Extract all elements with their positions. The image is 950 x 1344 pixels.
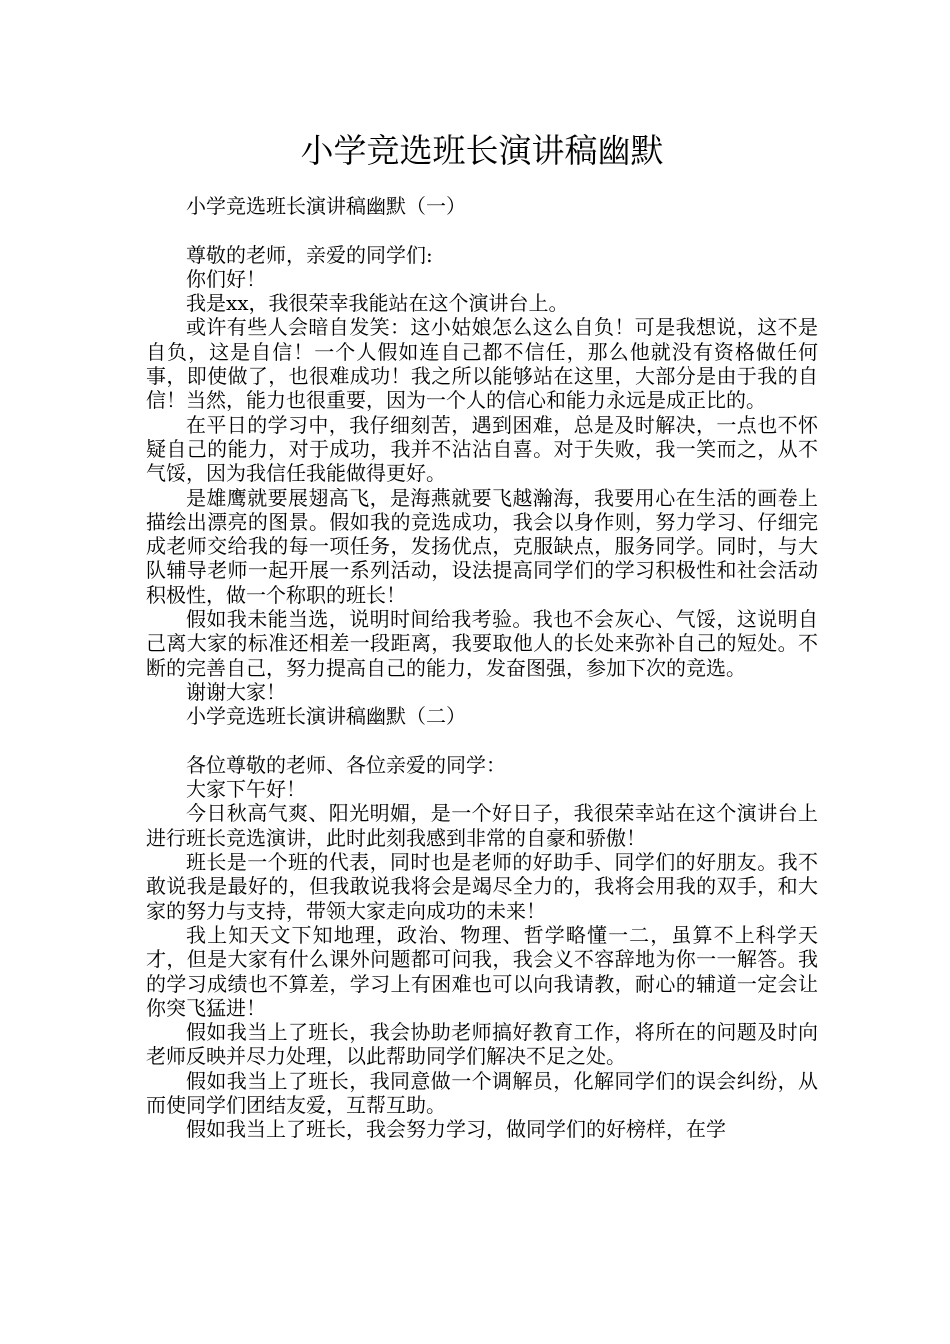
- section-heading: 小学竞选班长演讲稿幽默（一）: [186, 194, 466, 218]
- paragraph: 是雄鹰就要展翅高飞，是海燕就要飞越瀚海，我要用心在生活的画卷上描绘出漂亮的图景。假如我的竞选成功，我会以身作则，努力学习、仔细完成老师交给我的每一项任务，发扬优点，克服缺点，服务同学。同时，与大队辅导老师一起开展一系列活动，设法提高同学们的学习积极性和社会活动积极性，做一个称职的班长！: [146, 485, 818, 607]
- paragraph: 假如我当上了班长，我会努力学习，做同学们的好榜样，在学: [186, 1117, 726, 1142]
- blank-line: [146, 218, 818, 242]
- paragraph: 或许有些人会暗自发笑：这小姑娘怎么这么自负！可是我想说，这不是自负，这是自信！一个人假如连自己都不信任，那么他就没有资格做任何事，即使做了，也很难成功！我之所以能够站在这里，大部分是由于我的自信！当然，能力也很重要，因为一个人的信心和能力永远是成正比的。: [146, 315, 818, 413]
- paragraph: 大家下午好！: [186, 777, 306, 802]
- paragraph: 班长是一个班的代表，同时也是老师的好助手、同学们的好朋友。我不敢说我是最好的，但我敢说我将会是竭尽全力的，我将会用我的双手，和大家的努力与支持，带领大家走向成功的未来！: [146, 850, 818, 923]
- document-body: [146, 194, 818, 1142]
- document-title: 小学竞选班长演讲稿幽默: [300, 131, 664, 170]
- section-heading: 小学竞选班长演讲稿幽默（二）: [186, 704, 466, 729]
- paragraph: 谢谢大家！: [186, 679, 286, 704]
- paragraph: 我是xx，我很荣幸我能站在这个演讲台上。: [186, 291, 569, 316]
- blank-line: [146, 729, 818, 753]
- paragraph: 假如我未能当选，说明时间给我考验。我也不会灰心、气馁，这说明自己离大家的标准还相差一段距离，我要取他人的长处来弥补自己的短处。不断的完善自己，努力提高自己的能力，发奋图强，参加下次的竞选。: [146, 607, 818, 680]
- paragraph: 我上知天文下知地理，政治、物理、哲学略懂一二，虽算不上科学天才，但是大家有什么课外问题都可问我，我会义不容辞地为你一一解答。我的学习成绩也不算差，学习上有困难也可以向我请教，耐心的辅道一定会让你突飞猛进！: [146, 922, 818, 1020]
- paragraph: 在平日的学习中，我仔细刻苦，遇到困难，总是及时解决，一点也不怀疑自己的能力，对于成功，我并不沾沾自喜。对于失败，我一笑而之，从不气馁，因为我信任我能做得更好。: [146, 412, 818, 486]
- paragraph: 假如我当上了班长，我同意做一个调解员，化解同学们的误会纠纷，从而使同学们团结友爱，互帮互助。: [146, 1068, 818, 1117]
- paragraph: 尊敬的老师，亲爱的同学们:: [186, 242, 433, 267]
- paragraph: 你们好！: [186, 266, 266, 291]
- paragraph: 假如我当上了班长，我会协助老师搞好教育工作，将所在的问题及时向老师反映并尽力处理，以此帮助同学们解决不足之处。: [146, 1020, 818, 1069]
- paragraph: 各位尊敬的老师、各位亲爱的同学：: [186, 752, 506, 777]
- paragraph: 今日秋高气爽、阳光明媚，是一个好日子，我很荣幸站在这个演讲台上进行班长竞选演讲，此时此刻我感到非常的自豪和骄傲！: [146, 801, 818, 850]
